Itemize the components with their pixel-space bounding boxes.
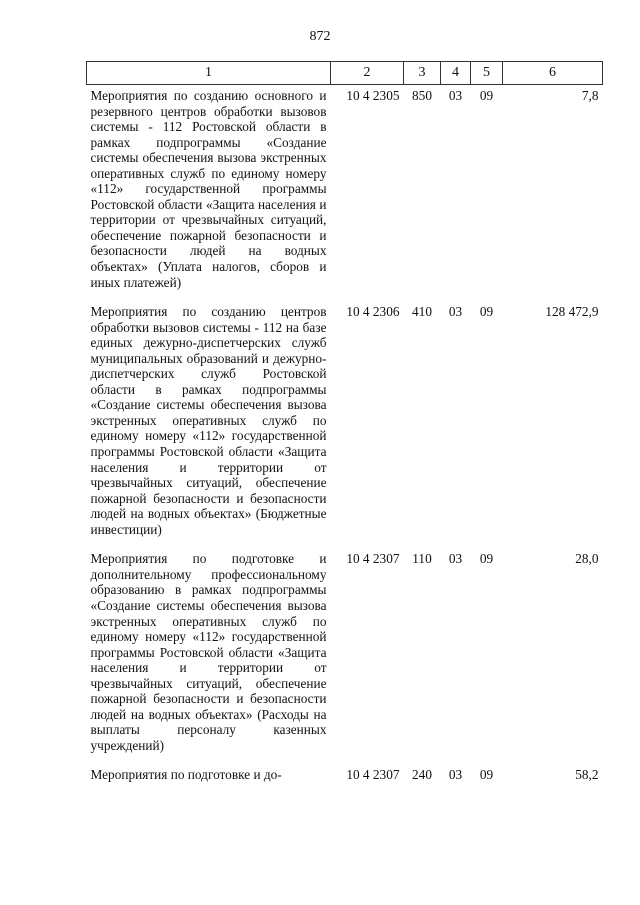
header-col-4: 4 xyxy=(441,62,471,85)
row-section: 03 xyxy=(448,88,463,103)
row-subsection: 09 xyxy=(479,767,494,783)
row-expense-type: 410 xyxy=(412,304,432,320)
header-col-3: 3 xyxy=(404,62,441,85)
table-header xyxy=(87,62,603,85)
row-description: Мероприятия по созданию центров обработки вызовов системы - 112 на базе единых дежурно-диспетчерских служб муниципальных образований и дежурно-диспетчерских служб Ростовской области в рамках подпрограммы «Создание системы обеспечения вызова экстренных оперативных служб по единому номеру «112» государственной программы Ростовской области «Защита населения и территории от чрезвычайных ситуаций, обеспечение пожарной безопасности и безопасности людей на водных объектах» (Бюджетные инвестиции) xyxy=(90,304,327,537)
header-col-6: 6 xyxy=(503,62,603,85)
row-section: 03 xyxy=(448,304,463,320)
header-col-5: 5 xyxy=(471,62,503,85)
row-amount: 28,0 xyxy=(575,551,599,567)
row-description: Мероприятия по подготовке и до- xyxy=(90,767,282,783)
row-description: Мероприятия по подготовке и дополнительному профессиональному образованию в рамках подпрограммы «Создание системы обеспечения вызова экстренных оперативных служб по единому номеру «112» государственной программы Ростовской области «Защита населения и территории от чрезвычайных ситуаций, обеспечение пожарной безопасности и безопасности людей на водных объектах» (Расходы на выплаты персоналу казенных учреждений) xyxy=(90,551,327,753)
row-subsection: 09 xyxy=(479,551,494,567)
row-amount: 58,2 xyxy=(575,767,599,783)
page-number: 872 xyxy=(309,29,331,44)
table-body xyxy=(87,85,603,797)
row-amount: 7,8 xyxy=(581,88,599,103)
row-expense-type: 240 xyxy=(412,767,432,783)
row-subsection: 09 xyxy=(479,304,494,320)
row-target-code: 10 4 2307 xyxy=(346,551,400,567)
row-target-code: 10 4 2306 xyxy=(346,304,400,320)
header-col-2: 2 xyxy=(331,62,404,85)
row-subsection: 09 xyxy=(479,88,494,103)
row-expense-type: 110 xyxy=(412,551,432,567)
row-section: 03 xyxy=(448,767,463,783)
budget-table xyxy=(86,61,603,797)
table-row xyxy=(87,767,603,797)
header-col-1: 1 xyxy=(87,62,331,85)
table-row xyxy=(87,551,603,767)
row-expense-type: 850 xyxy=(412,88,432,103)
row-section: 03 xyxy=(448,551,463,567)
row-target-code: 10 4 2305 xyxy=(346,88,400,103)
row-amount: 128 472,9 xyxy=(545,304,599,320)
table-row xyxy=(87,304,603,551)
table-row xyxy=(87,85,603,305)
row-description: Мероприятия по созданию основного и резервного центров обработки вызовов системы - 112 Ростовской области в рамках подпрограммы «Создание системы обеспечения вызова экстренных оперативных служб по единому номеру «112» государственной программы Ростовской области «Защита населения и территории от чрезвычайных ситуаций, обеспечение пожарной безопасности и безопасности людей на водных объектах» (Уплата налогов, сборов и иных платежей) xyxy=(90,88,327,290)
header-row xyxy=(87,62,603,85)
row-target-code: 10 4 2307 xyxy=(346,767,400,783)
